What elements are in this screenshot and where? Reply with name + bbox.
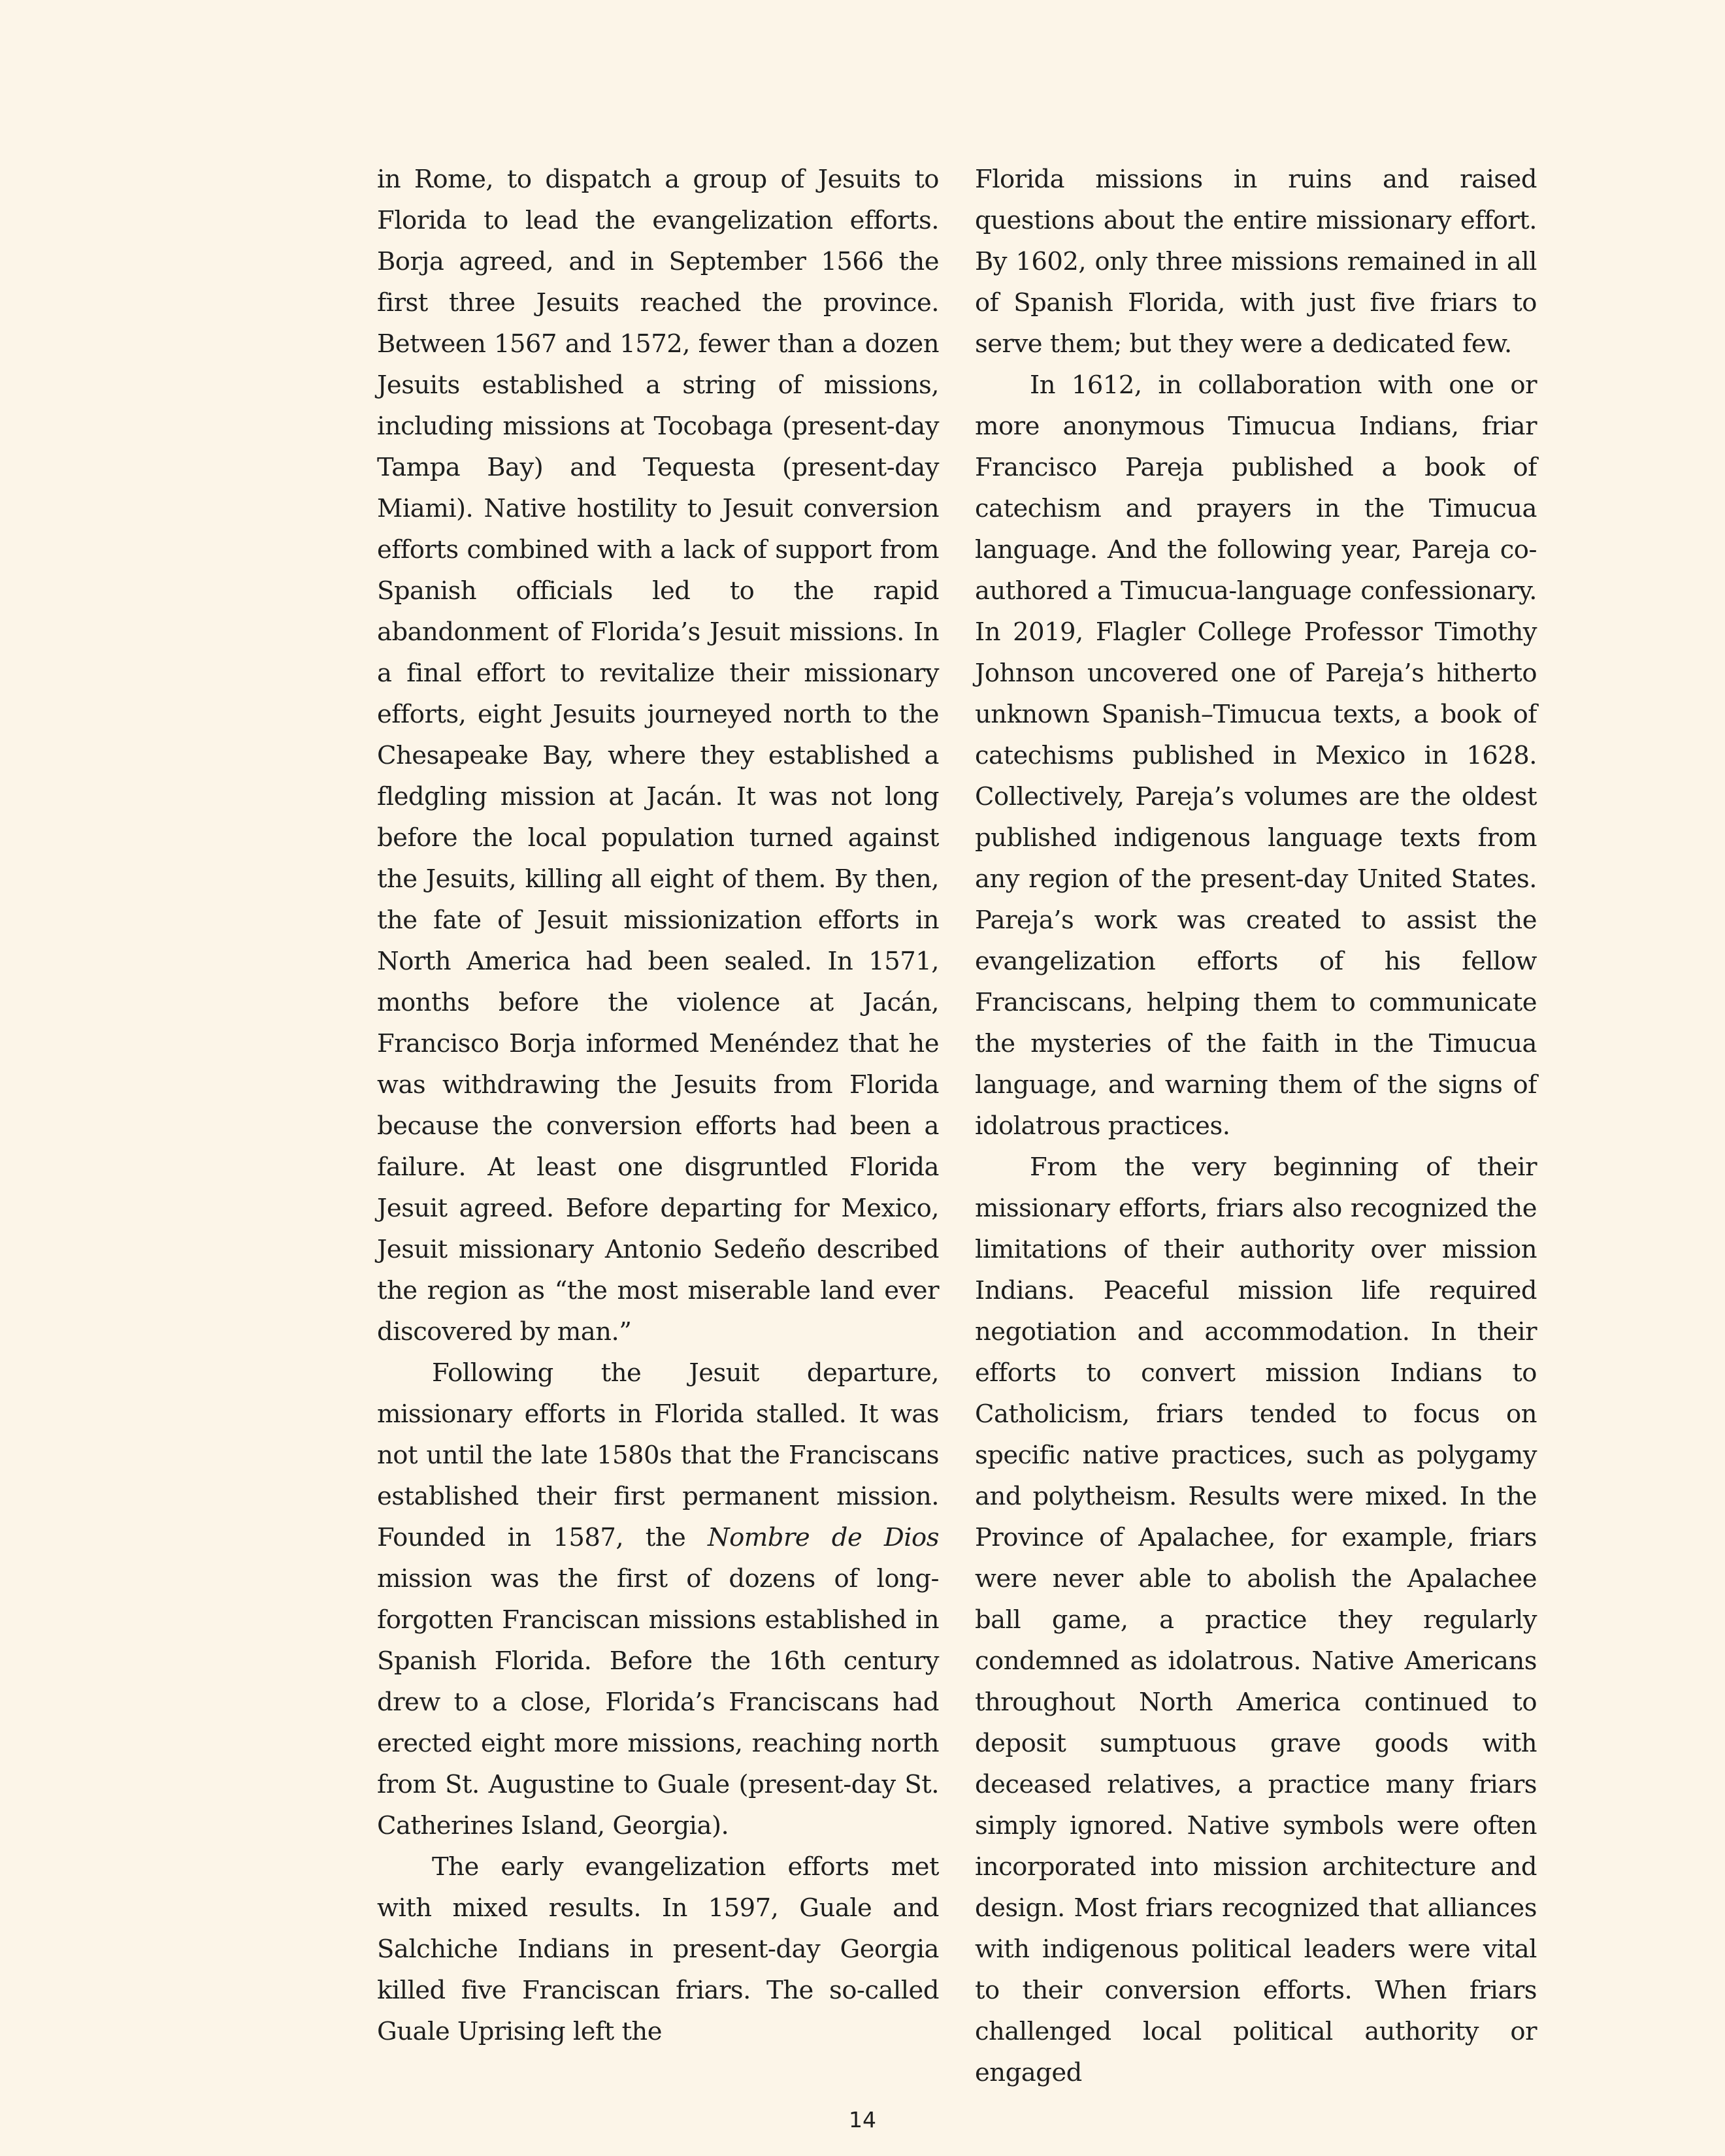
page-number: 14: [849, 2107, 876, 2132]
paragraph-text: mission was the first of dozens of long-forgotten Franciscan missions established in Spanish Florida. Before the 16th century drew to a close, Florida’s Franciscans had erected eight more missions, reaching north from St. Augustine to Guale (present-day St. Catherines Island, Georgia).: [377, 1564, 939, 1840]
paragraph-pareja-texts: In 1612, in collaboration with one or more anonymous Timucua Indians, friar Francisco Pareja published a book of catechism and prayers in the Timucua language. And the following year, Pareja co-authored a Timucua-language confessionary. In 2019, Flagler College Professor Timothy Johnson uncovered one of Pareja’s hitherto unknown Spanish–Timucua texts, a book of catechisms published in Mexico in 1628. Collectively, Pareja’s volumes are the oldest published indigenous language texts from any region of the present-day United States. Pareja’s work was created to assist the evangelization efforts of his fellow Franciscans, helping them to communicate the mysteries of the faith in the Timucua language, and warning them of the signs of idolatrous practices.: [975, 370, 1537, 1141]
paragraph-friar-authority: From the very beginning of their missionary efforts, friars also recognized the limitations of their authority over mission Indians. Peaceful mission life required negotiation and accommodation. In their efforts to convert mission Indians to Catholicism, friars tended to focus on specific native practices, such as polygamy and polytheism. Results were mixed. In the Province of Apalachee, for example, friars were never able to abolish the Apalachee ball game, a practice they regularly condemned as idolatrous. Native Americans throughout North America continued to deposit sumptuous grave goods with deceased relatives, a practice many friars simply ignored. Native symbols were often incorporated into mission architecture and design. Most friars recognized that alliances with indigenous political leaders were vital to their conversion efforts. When friars challenged local political authority or engaged: [975, 1152, 1537, 2087]
paragraph-text: Following the Jesuit departure, missionary efforts in Florida stalled. It was not until the late 1580s that the Franciscans established their first permanent mission. Founded in 1587, the: [377, 1358, 939, 1552]
mission-name-italic: Nombre de Dios: [707, 1523, 939, 1552]
right-column: [975, 159, 1537, 2093]
left-column: [377, 159, 939, 2052]
paragraph-guale-uprising: The early evangelization efforts met with mixed results. In 1597, Guale and Salchiche Indians in present-day Georgia killed five Franciscan friars. The so-called Guale Uprising left the: [377, 1852, 939, 2046]
paragraph-jesuit-missions: in Rome, to dispatch a group of Jesuits to Florida to lead the evangelization efforts. Borja agreed, and in September 1566 the first three Jesuits reached the province. Between 1567 and 1572, fewer than a dozen Jesuits established a string of missions, including missions at Tocobaga (present-day Tampa Bay) and Tequesta (present-day Miami). Native hostility to Jesuit conversion efforts combined with a lack of support from Spanish officials led to the rapid abandonment of Florida’s Jesuit missions. In a final effort to revitalize their missionary efforts, eight Jesuits journeyed north to the Chesapeake Bay, where they established a fledgling mission at Jacán. It was not long before the local population turned against the Jesuits, killing all eight of them. By then, the fate of Jesuit missionization efforts in North America had been sealed. In 1571, months before the violence at Jacán, Francisco Borja informed Menéndez that he was withdrawing the Jesuits from Florida because the conversion efforts had been a failure. At least one disgruntled Florida Jesuit agreed. Before departing for Mexico, Jesuit missionary Antonio Sedeño described the region as “the most miserable land ever discovered by man.”: [377, 165, 939, 1347]
paragraph-missions-ruins: Florida missions in ruins and raised questions about the entire missionary effort. By 1602, only three missions remained in all of Spanish Florida, with just five friars to serve them; but they were a dedicated few.: [975, 165, 1537, 359]
paragraph-franciscan-missions: [377, 1352, 939, 1846]
